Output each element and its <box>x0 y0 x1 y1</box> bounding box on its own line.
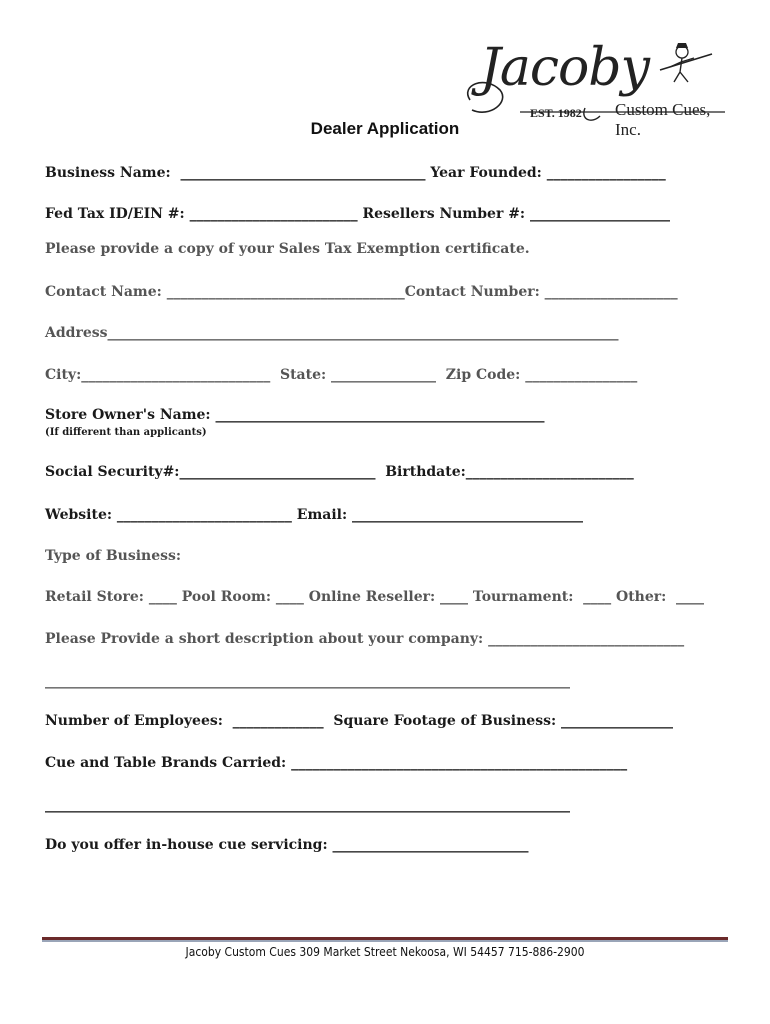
address-line[interactable]: Address_________________________________________________________________________ <box>45 325 619 341</box>
brands-carried-continuation[interactable]: ___________________________________________________________________________ <box>45 797 570 813</box>
brands-carried-line[interactable]: Cue and Table Brands Carried: ________________________________________________ <box>45 755 628 771</box>
contact-line[interactable]: Contact Name: __________________________________Contact Number: ___________________ <box>45 284 678 300</box>
website-email-line[interactable]: Website: _________________________ Email: _________________________________ <box>45 507 584 523</box>
page-title: Dealer Application <box>310 119 460 138</box>
logo-established: EST. 1982 <box>530 106 582 120</box>
footer-address: Jacoby Custom Cues 309 Market Street Nekoosa, WI 54457 715-886-2900 <box>185 945 585 959</box>
cue-player-figure-icon <box>650 40 720 85</box>
logo-company-name: Custom Cues, Inc. <box>615 100 711 139</box>
tax-exemption-note: Please provide a copy of your Sales Tax Exemption certificate. <box>45 241 530 257</box>
type-of-business-label: Type of Business: <box>45 548 182 564</box>
company-description-line[interactable]: Please Provide a short description about your company: ____________________________ <box>45 631 685 647</box>
city-state-zip-line[interactable]: City:___________________________ State: _______________ Zip Code: ________________ <box>45 367 638 383</box>
cue-servicing-line[interactable]: Do you offer in-house cue servicing: ____________________________ <box>45 837 529 853</box>
store-owner-note: (If different than applicants) <box>45 427 207 438</box>
business-name-line[interactable]: Business Name: ___________________________________ Year Founded: _________________ <box>45 165 666 181</box>
ssn-birthdate-line[interactable]: Social Security#:____________________________ Birthdate:________________________ <box>45 464 634 480</box>
employees-footage-line[interactable]: Number of Employees: _____________ Square Footage of Business: ________________ <box>45 713 673 729</box>
tax-id-line[interactable]: Fed Tax ID/EIN #: ________________________ Resellers Number #: ____________________ <box>45 206 670 222</box>
company-logo <box>460 38 730 139</box>
footer-divider <box>42 937 728 942</box>
logo-script-text: Jacoby <box>480 38 649 98</box>
store-owner-line[interactable]: Store Owner's Name: _______________________________________________ <box>45 407 545 423</box>
business-type-options[interactable]: Retail Store: ____ Pool Room: ____ Online Reseller: ____ Tournament: ____ Other: ____ <box>45 589 705 605</box>
company-description-continuation[interactable]: ___________________________________________________________________________ <box>45 673 570 689</box>
